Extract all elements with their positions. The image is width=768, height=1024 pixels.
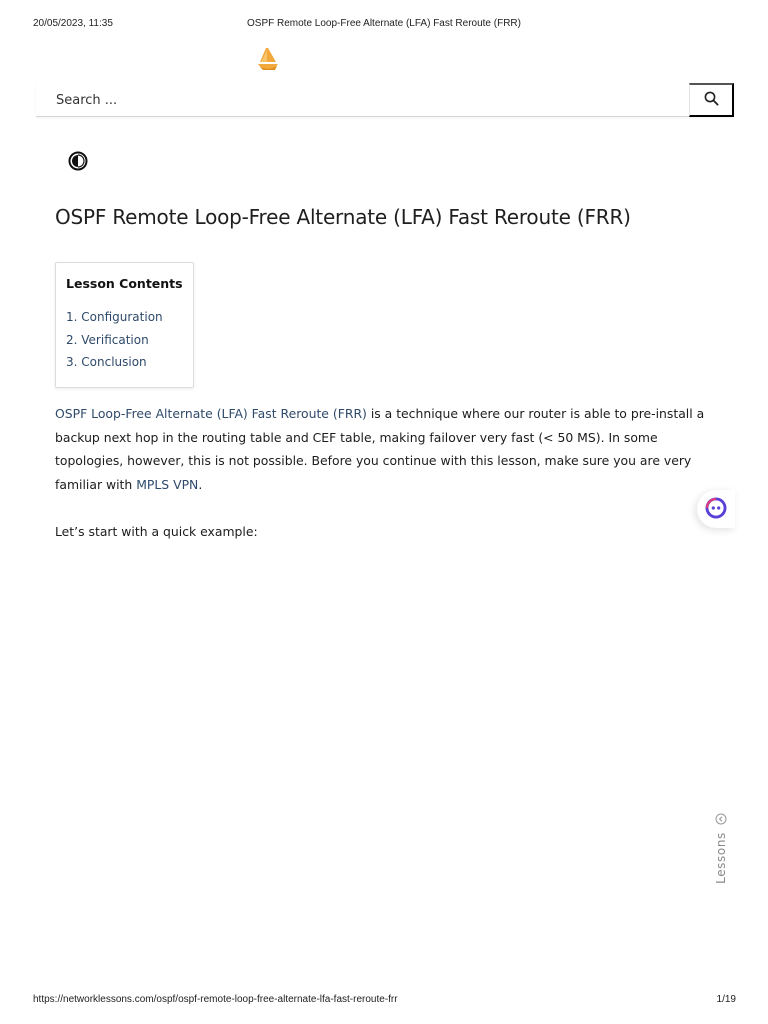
example-intro-paragraph: Let’s start with a quick example: <box>55 523 258 539</box>
mpls-vpn-link[interactable]: MPLS VPN <box>136 476 199 492</box>
theme-toggle-button[interactable] <box>67 150 89 172</box>
search-input[interactable] <box>36 83 689 117</box>
toc-item-verification[interactable]: 2. Verification <box>66 332 149 347</box>
lfa-frr-link[interactable]: OSPF Loop-Free Alternate (LFA) Fast Reroute (FRR) <box>55 406 367 421</box>
lessons-tab-label: Lessons <box>714 832 728 884</box>
sailboat-logo-icon[interactable] <box>256 46 280 74</box>
intro-text-end: . <box>198 476 203 492</box>
chat-bot-icon <box>704 496 728 523</box>
intro-text: is a technique where our router is able to pre-install a backup next hop in the routing table and CEF table, making failover very fast (< 50 MS). In some topologies, however, this is not possible. Before you continue with this lesson, make sure you are very familiar with <box>55 406 705 492</box>
print-url: https://networklessons.com/ospf/ospf-remote-loop-free-alternate-lfa-fast-reroute-frr <box>33 994 398 1005</box>
print-header <box>33 18 735 32</box>
lesson-contents-heading: Lesson Contents <box>66 276 183 291</box>
page-title: OSPF Remote Loop-Free Alternate (LFA) Fast Reroute (FRR) <box>55 205 631 229</box>
print-document-title: OSPF Remote Loop-Free Alternate (LFA) Fast Reroute (FRR) <box>247 18 521 29</box>
chevron-circle-icon <box>715 812 727 824</box>
search-icon <box>704 91 719 109</box>
intro-paragraph <box>55 402 720 496</box>
lesson-contents-box <box>55 262 194 388</box>
toc-item-configuration[interactable]: 1. Configuration <box>66 310 163 324</box>
print-footer <box>33 994 736 1008</box>
lessons-side-tab[interactable] <box>706 808 736 888</box>
search-bar <box>36 83 734 117</box>
search-button[interactable] <box>689 83 734 117</box>
lesson-contents-list <box>66 306 193 374</box>
contrast-icon <box>67 160 89 175</box>
toc-item-conclusion[interactable]: 3. Conclusion <box>66 355 147 369</box>
article-body <box>55 402 720 543</box>
print-page-number: 1/19 <box>716 994 736 1005</box>
print-datetime: 20/05/2023, 11:35 <box>33 18 113 29</box>
chat-widget-button[interactable] <box>697 490 735 528</box>
